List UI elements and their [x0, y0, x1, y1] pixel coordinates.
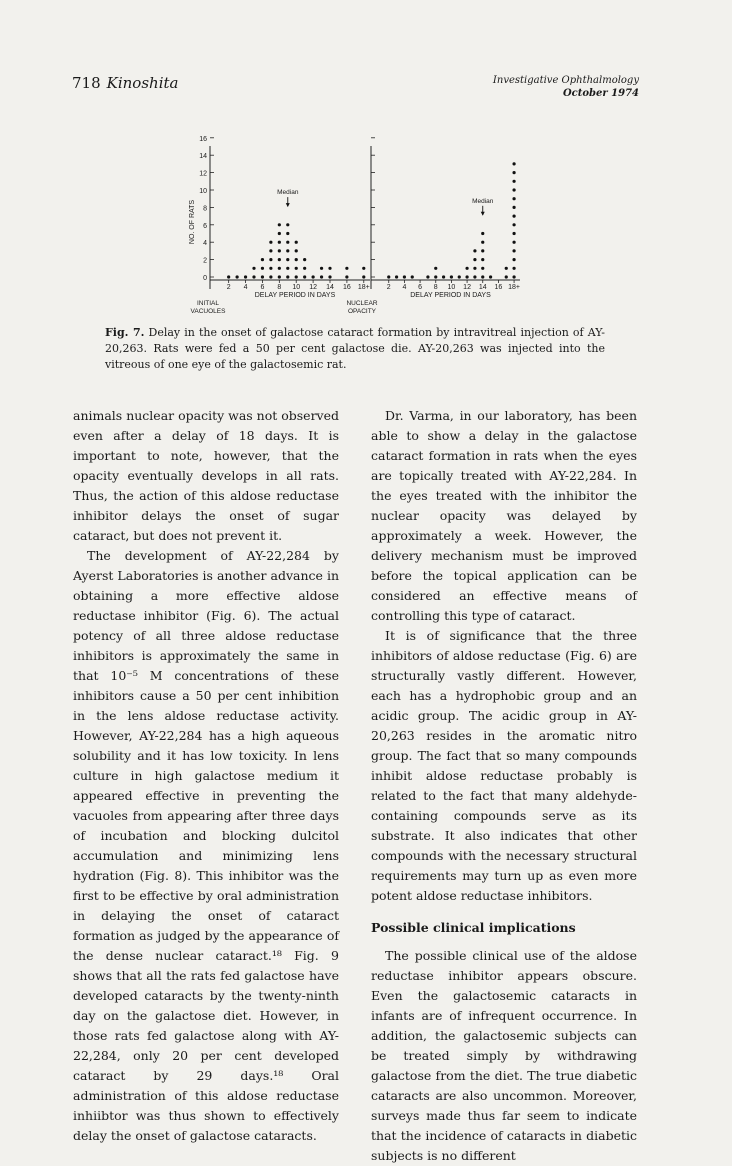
median-arrow-head	[286, 203, 290, 207]
data-point	[473, 275, 476, 278]
data-point	[328, 267, 331, 270]
data-point	[481, 258, 484, 261]
y-tick-label: 8	[203, 205, 207, 213]
data-point	[278, 258, 281, 261]
data-point	[512, 223, 515, 226]
data-point	[295, 258, 298, 261]
data-point	[345, 267, 348, 270]
y-tick-label: 10	[199, 188, 207, 195]
data-point	[286, 223, 289, 226]
data-point	[512, 258, 515, 261]
y-tick-label: 4	[203, 240, 207, 248]
panel-label: VACUOLES	[190, 308, 226, 315]
data-point	[295, 241, 298, 244]
data-point	[227, 275, 230, 278]
y-axis-label: NO. OF RATS	[189, 199, 196, 245]
paragraph: The development of AY-22,284 by Ayerst Laboratories is another advance in obtaining a more effective aldose reductase inhibitor (Fig. 6). The actual potency of all three aldose reductase inhibitors is approximately the same in that 10⁻⁵ M concentrations of these inhibitors cause a 50 per cent inhibition in the lens aldose reductase activity. However, AY-22,284 has a high aqueous solubility and it has low toxicity. In lens culture in high galactose medium it appeared effective in preventing the vacuoles from appearing after three days of incubation and blocking dulcitol accumulation and minimizing lens hydration (Fig. 8). This inhibitor was the first to be effective by oral administration in delaying the onset of cataract formation as judged by the appearance of the dense nuclear cataract.¹⁸ Fig. 9 shows that all the rats fed galactose have developed cataracts by the twenty-ninth day on the galactose diet. However, in those rats fed galactose along with AY-22,284, only 20 per cent developed cataract by 29 days.¹⁸ Oral administration of this aldose reductase inhiibtor was thus shown to effectively delay the onset of galactose cataracts.	[73, 548, 339, 1143]
data-point	[473, 258, 476, 261]
x-axis-label: DELAY PERIOD IN DAYS	[410, 292, 491, 299]
data-point	[434, 267, 437, 270]
data-point	[465, 267, 468, 270]
data-point	[411, 275, 414, 278]
data-point	[303, 267, 306, 270]
data-point	[286, 249, 289, 252]
data-point	[512, 162, 515, 165]
data-point	[512, 249, 515, 252]
data-point	[320, 267, 323, 270]
page-number: 718	[72, 74, 101, 92]
left-text-column	[73, 406, 339, 1146]
data-point	[252, 267, 255, 270]
figure-caption-text: Delay in the onset of galactose cataract formation by intravitreal injection of AY-20,263. Rats were fed a 50 per cent galactose die. AY-20,263 was injected into the vitreous of one eye of the galactosemic rat.	[105, 326, 605, 371]
panel-label: INITIAL	[196, 300, 220, 307]
data-point	[286, 267, 289, 270]
data-point	[320, 275, 323, 278]
data-point	[505, 267, 508, 270]
data-point	[403, 275, 406, 278]
x-axis-label: DELAY PERIOD IN DAYS	[254, 292, 336, 299]
x-tick-label: 6	[260, 284, 265, 291]
x-tick-label: 12	[463, 284, 471, 291]
data-point	[395, 275, 398, 278]
data-point	[269, 267, 272, 270]
x-tick-label: 10	[447, 284, 456, 291]
data-point	[295, 249, 298, 252]
x-tick-label: 2	[226, 284, 231, 291]
data-point	[252, 275, 255, 278]
data-point	[345, 275, 348, 278]
panel-label: NUCLEAR	[346, 300, 378, 307]
data-point	[303, 258, 306, 261]
paragraph: animals nuclear opacity was not observed even after a delay of 18 days. It is important to note, however, that the opacity eventually develops in all rats. Thus, the action of this aldose reductase inhibitor delays the onset of sugar cataract, but does not prevent it.	[73, 408, 340, 543]
data-point	[286, 241, 289, 244]
x-tick-label: 4	[402, 284, 407, 291]
data-point	[481, 249, 484, 252]
y-tick-label: 12	[199, 170, 207, 178]
data-point	[278, 275, 281, 278]
data-point	[286, 258, 289, 261]
data-point	[450, 275, 453, 278]
data-point	[303, 275, 306, 278]
data-point	[512, 232, 515, 235]
data-point	[269, 249, 272, 252]
data-point	[286, 232, 289, 235]
journal-issue: October 1974	[562, 88, 639, 99]
data-point	[481, 232, 484, 235]
data-point	[286, 275, 289, 278]
y-tick-label: 6	[203, 222, 207, 230]
data-point	[458, 275, 461, 278]
data-point	[278, 241, 281, 244]
data-point	[328, 275, 331, 278]
x-tick-label: 4	[243, 284, 248, 291]
data-point	[426, 275, 429, 278]
author-name: Kinoshita	[106, 74, 179, 92]
data-point	[489, 275, 492, 278]
data-point	[512, 241, 515, 244]
journal-title: Investigative Ophthalmology	[492, 75, 639, 86]
data-point	[236, 275, 239, 278]
data-point	[512, 180, 515, 183]
data-point	[261, 275, 264, 278]
running-header-left	[72, 74, 178, 92]
data-point	[295, 267, 298, 270]
data-point	[465, 275, 468, 278]
data-point	[244, 275, 247, 278]
data-point	[512, 197, 515, 200]
panel-label: OPACITY	[347, 308, 377, 315]
y-tick-label: 16	[199, 135, 207, 143]
data-point	[473, 267, 476, 270]
data-point	[387, 275, 390, 278]
data-point	[481, 275, 484, 278]
x-tick-label: 14	[478, 284, 487, 291]
paragraph: Dr. Varma, in our laboratory, has been able to show a delay in the galactose cataract formation in rats when the eyes are topically treated with AY-22,284. In the eyes treated with the inhibitor the nuclear opacity was delayed by approximately a week. However, the delivery mechanism must be improved before the topical application can be considered an effective means of controlling this type of cataract.	[371, 408, 637, 623]
y-tick-label: 2	[203, 257, 207, 265]
x-tick-label: 16	[342, 284, 351, 291]
data-point	[261, 258, 264, 261]
data-point	[362, 267, 365, 270]
running-header-right	[493, 74, 639, 100]
data-point	[505, 275, 508, 278]
data-point	[512, 188, 515, 191]
x-tick-label: 18+	[508, 284, 521, 291]
data-point	[512, 267, 515, 270]
data-point	[473, 249, 476, 252]
x-tick-label: 12	[309, 284, 318, 291]
x-tick-label: 8	[433, 284, 438, 291]
paragraph: The possible clinical use of the aldose reductase inhibitor appears obscure. Even the galactosemic cataracts in infants are of infrequent occurrence. In addition, the galactosemic subjects can be treated simply by withdrawing galactose from the diet. The true diabetic cataracts are also uncommon. Moreover, surveys made thus far seem to indicate that the incidence of cataracts in diabetic subjects is no different	[371, 948, 637, 1163]
paragraph: It is of significance that the three inhibitors of aldose reductase (Fig. 6) are structurally vastly different. However, each has a hydrophobic group and an acidic group. The acidic group in AY-20,263 resides in the aromatic nitro group. The fact that so many compounds inhibit aldose reductase probably is related to the fact that many aldehyde-containing compounds serve as its substrate. It also indicates that other compounds with the necessary structural requirements may turn up as even more potent aldose reductase inhibitors.	[371, 628, 637, 903]
data-point	[512, 215, 515, 218]
x-tick-label: 2	[386, 284, 391, 291]
y-tick-label: 14	[199, 153, 207, 161]
x-tick-label: 10	[292, 284, 301, 291]
x-tick-label: 6	[418, 284, 423, 291]
data-point	[512, 275, 515, 278]
x-tick-label: 8	[277, 284, 282, 291]
median-arrow-head	[481, 212, 485, 216]
data-point	[295, 275, 298, 278]
data-point	[278, 232, 281, 235]
data-point	[362, 275, 365, 278]
x-tick-label: 14	[326, 284, 334, 291]
data-point	[312, 275, 315, 278]
x-tick-label: 18+	[357, 284, 370, 291]
data-point	[269, 275, 272, 278]
data-point	[434, 275, 437, 278]
data-point	[278, 267, 281, 270]
median-annotation: Median	[472, 197, 494, 205]
data-point	[481, 241, 484, 244]
figure-label: Fig. 7.	[105, 326, 145, 339]
data-point	[269, 241, 272, 244]
data-point	[481, 267, 484, 270]
data-point	[269, 258, 272, 261]
data-point	[261, 267, 264, 270]
figure-caption	[105, 325, 605, 373]
right-text-column	[371, 406, 637, 1166]
data-point	[442, 275, 445, 278]
figure-7-dot-plot	[180, 135, 540, 325]
data-point	[512, 171, 515, 174]
data-point	[278, 223, 281, 226]
y-tick-label: 0	[203, 275, 207, 282]
x-tick-label: 16	[494, 284, 503, 291]
section-heading: Possible clinical implications	[371, 920, 576, 935]
data-point	[512, 206, 515, 209]
data-point	[278, 249, 281, 252]
median-annotation: Median	[277, 189, 299, 197]
